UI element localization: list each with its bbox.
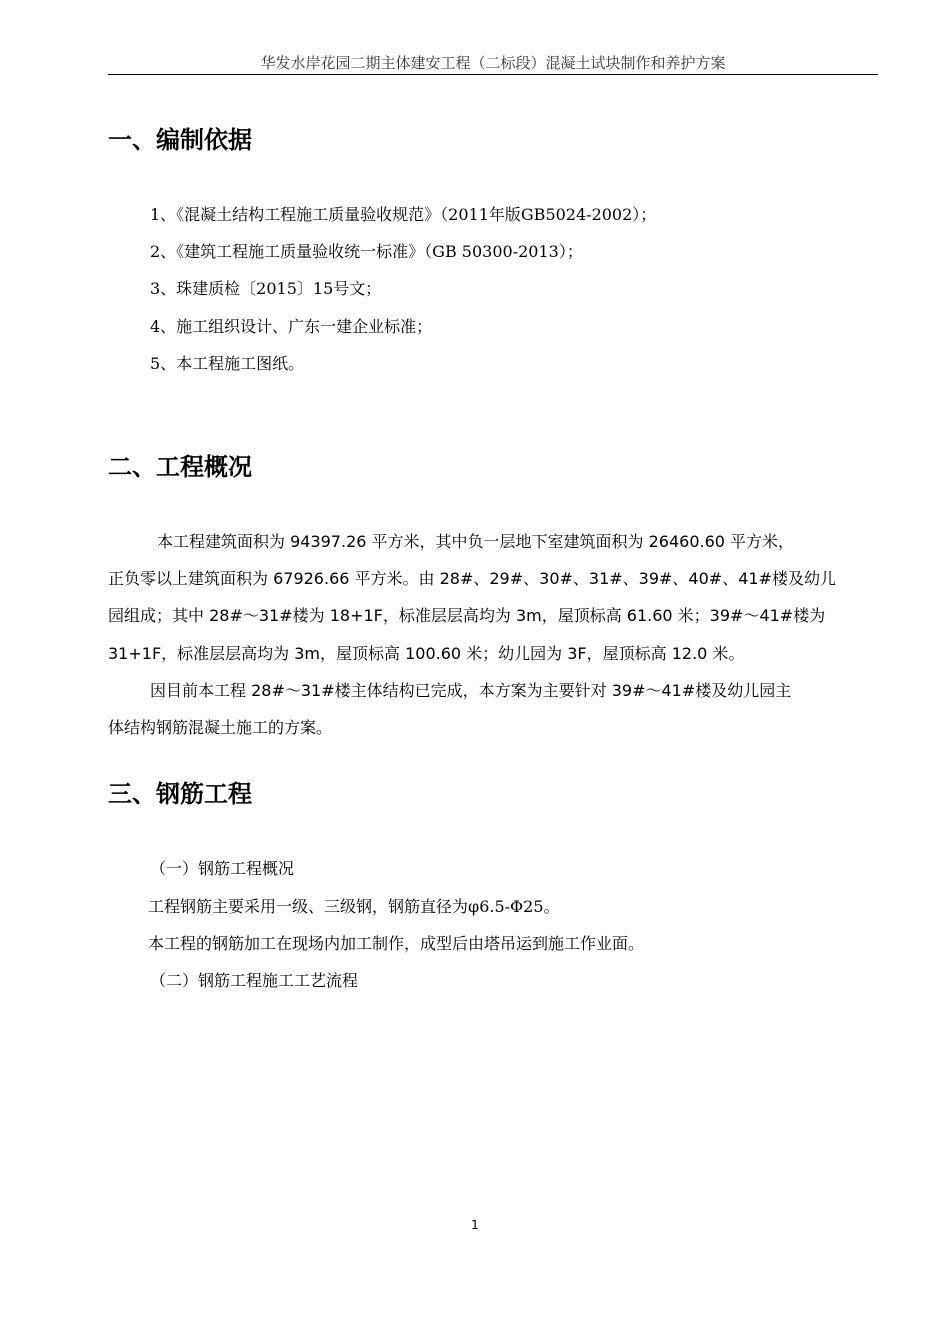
header-rule bbox=[108, 74, 878, 75]
basis-item-3: 3、珠建质检〔2015〕15号文； bbox=[150, 279, 382, 298]
rebar-subheading-2: （二）钢筋工程施工工艺流程 bbox=[150, 971, 359, 990]
page-header: 华发水岸花园二期主体建安工程（二标段）混凝土试块制作和养护方案 bbox=[260, 54, 726, 72]
rebar-subheading-1: （一）钢筋工程概况 bbox=[150, 859, 295, 878]
overview-line-5: 因目前本工程 28#～31#楼主体结构已完成，本方案为主要针对 39#～41#楼及幼儿园主 bbox=[150, 681, 792, 700]
overview-line-2: 正负零以上建筑面积为 67926.66 平方米。由 28#、29#、30#、31#、39#、40#、41#楼及幼儿 bbox=[108, 569, 836, 588]
overview-line-3: 园组成；其中 28#～31#楼为 18+1F，标准层层高均为 3m，屋顶标高 61.60 米；39#～41#楼为 bbox=[108, 606, 826, 625]
basis-item-1: 1、《混凝土结构工程施工质量验收规范》（2011年版GB5024-2002）； bbox=[150, 205, 657, 224]
overview-line-4: 31+1F，标准层层高均为 3m，屋顶标高 100.60 米；幼儿园为 3F，屋顶标高 12.0 米。 bbox=[108, 644, 745, 663]
rebar-line-2: 本工程的钢筋加工在现场内加工制作，成型后由塔吊运到施工作业面。 bbox=[148, 934, 645, 953]
basis-item-5: 5、本工程施工图纸。 bbox=[150, 354, 305, 373]
page-number: 1 bbox=[471, 1218, 479, 1232]
rebar-line-1: 工程钢筋主要采用一级、三级钢，钢筋直径为φ6.5-Φ25。 bbox=[148, 897, 560, 916]
section-heading-overview: 二、工程概况 bbox=[108, 453, 252, 481]
overview-line-6: 体结构钢筋混凝土施工的方案。 bbox=[108, 718, 333, 737]
section-heading-basis: 一、编制依据 bbox=[108, 126, 252, 154]
overview-line-1: 本工程建筑面积为 94397.26 平方米，其中负一层地下室建筑面积为 26460.60 平方米， bbox=[157, 532, 795, 551]
section-heading-rebar: 三、钢筋工程 bbox=[108, 780, 252, 808]
basis-item-4: 4、施工组织设计、广东一建企业标准； bbox=[150, 317, 433, 336]
basis-item-2: 2、《建筑工程施工质量验收统一标准》（GB 50300-2013）； bbox=[150, 242, 583, 261]
